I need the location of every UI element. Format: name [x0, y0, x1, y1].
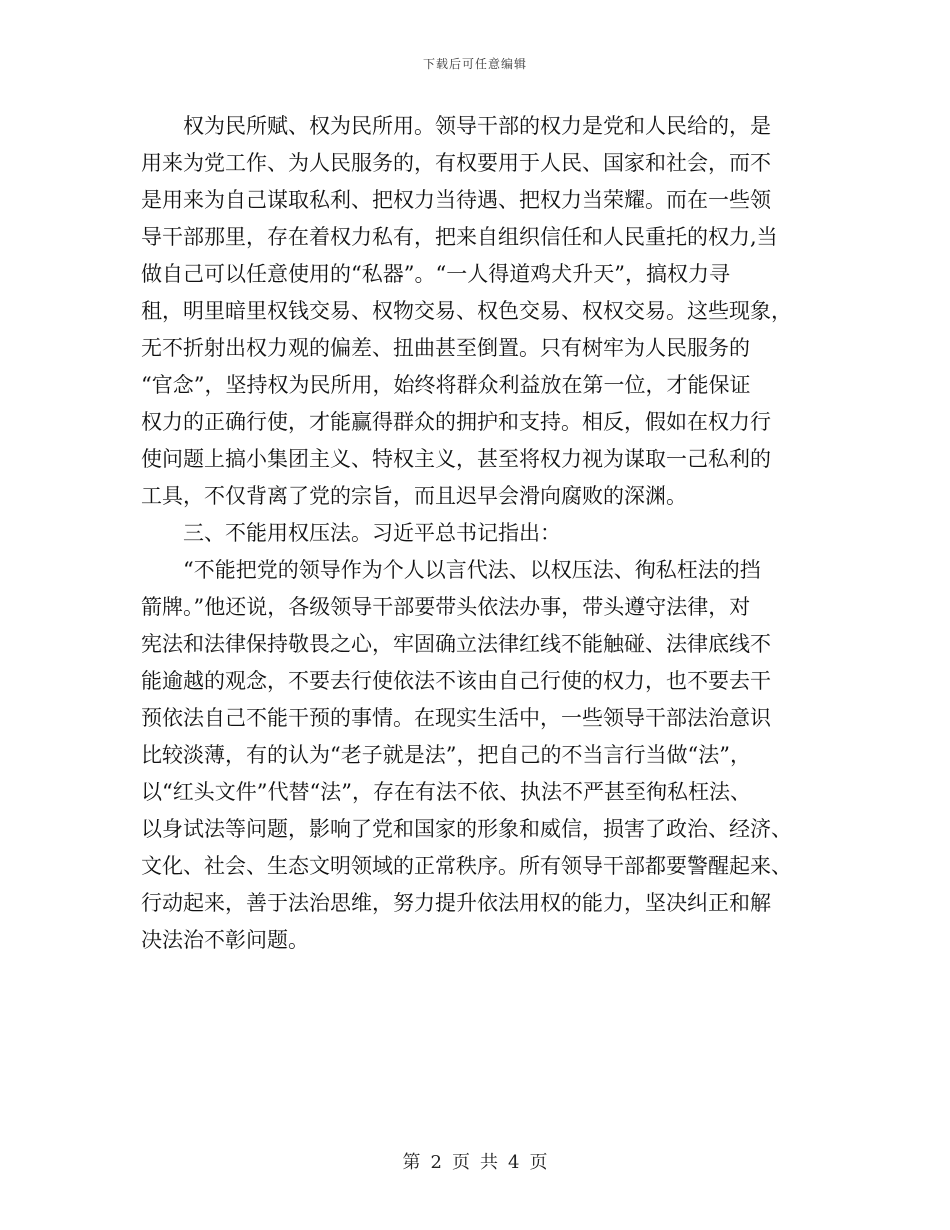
text-line: 以身试法等问题，影响了党和国家的形象和威信，损害了政治、经济、 [141, 817, 792, 841]
section-heading-line: 三、不能用权压法。习近平总书记指出： [141, 521, 561, 545]
document-body [141, 108, 809, 959]
text-line: 宪法和法律保持敬畏之心，牢固确立法律红线不能触碰、法律底线不 [141, 632, 771, 656]
total-pages-number: 4 [508, 1152, 520, 1173]
footer-page-char: 页 [452, 1152, 470, 1173]
text-line: 是用来为自己谋取私利、把权力当待遇、把权力当荣耀。而在一些领 [141, 188, 771, 212]
current-page-number: 2 [430, 1152, 442, 1173]
page-header-note: 下载后可任意编辑 [422, 57, 527, 71]
text-line: 租，明里暗里权钱交易、权物交易、权色交易、权权交易。这些现象， [141, 299, 792, 323]
text-line: 文化、社会、生态文明领域的正常秩序。所有领导干部都要警醒起来、 [141, 854, 792, 878]
text-line: 工具，不仅背离了党的宗旨，而且迟早会滑向腐败的深渊。 [141, 484, 687, 508]
text-line: 能逾越的观念，不要去行使依法不该由自己行使的权力，也不要去干 [141, 669, 771, 693]
text-line: “不能把党的领导作为个人以言代法、以权压法、徇私枉法的挡 [141, 558, 761, 582]
text-line: 箭牌。”他还说，各级领导干部要带头依法办事，带头遵守法律，对 [141, 595, 751, 619]
text-line: 导干部那里，存在着权力私有，把来自组织信任和人民重托的权力,当 [141, 225, 778, 249]
text-line: 权为民所赋、权为民所用。领导干部的权力是党和人民给的，是 [141, 114, 771, 138]
text-line: 用来为党工作、为人民服务的，有权要用于人民、国家和社会，而不 [141, 151, 771, 175]
footer-total-prefix: 共 [480, 1152, 498, 1173]
text-line: 使问题上搞小集团主义、特权主义，甚至将权力视为谋取一己私利的 [141, 447, 771, 471]
text-line: 做自己可以任意使用的“私器”。“一人得道鸡犬升天”，搞权力寻 [141, 262, 730, 286]
text-line: “官念”，坚持权为民所用，始终将群众利益放在第一位，才能保证 [141, 373, 751, 397]
text-line: 无不折射出权力观的偏差、扭曲甚至倒置。只有树牢为人民服务的 [141, 336, 750, 360]
footer-suffix: 页 [529, 1152, 548, 1173]
text-line: 权力的正确行使，才能赢得群众的拥护和支持。相反，假如在权力行 [141, 410, 771, 434]
footer-prefix: 第 [402, 1152, 421, 1173]
text-line: 行动起来，善于法治思维，努力提升依法用权的能力，坚决纠正和解 [141, 891, 771, 915]
page-number-footer [0, 1148, 950, 1174]
text-line: 决法治不彰问题。 [141, 928, 309, 952]
text-line: 比较淡薄，有的认为“老子就是法”，把自己的不当言行当做“法”， [141, 743, 751, 767]
text-line: 预依法自己不能干预的事情。在现实生活中，一些领导干部法治意识 [141, 706, 771, 730]
text-line: 以“红头文件”代替“法”，存在有法不依、执法不严甚至徇私枉法、 [141, 780, 751, 804]
